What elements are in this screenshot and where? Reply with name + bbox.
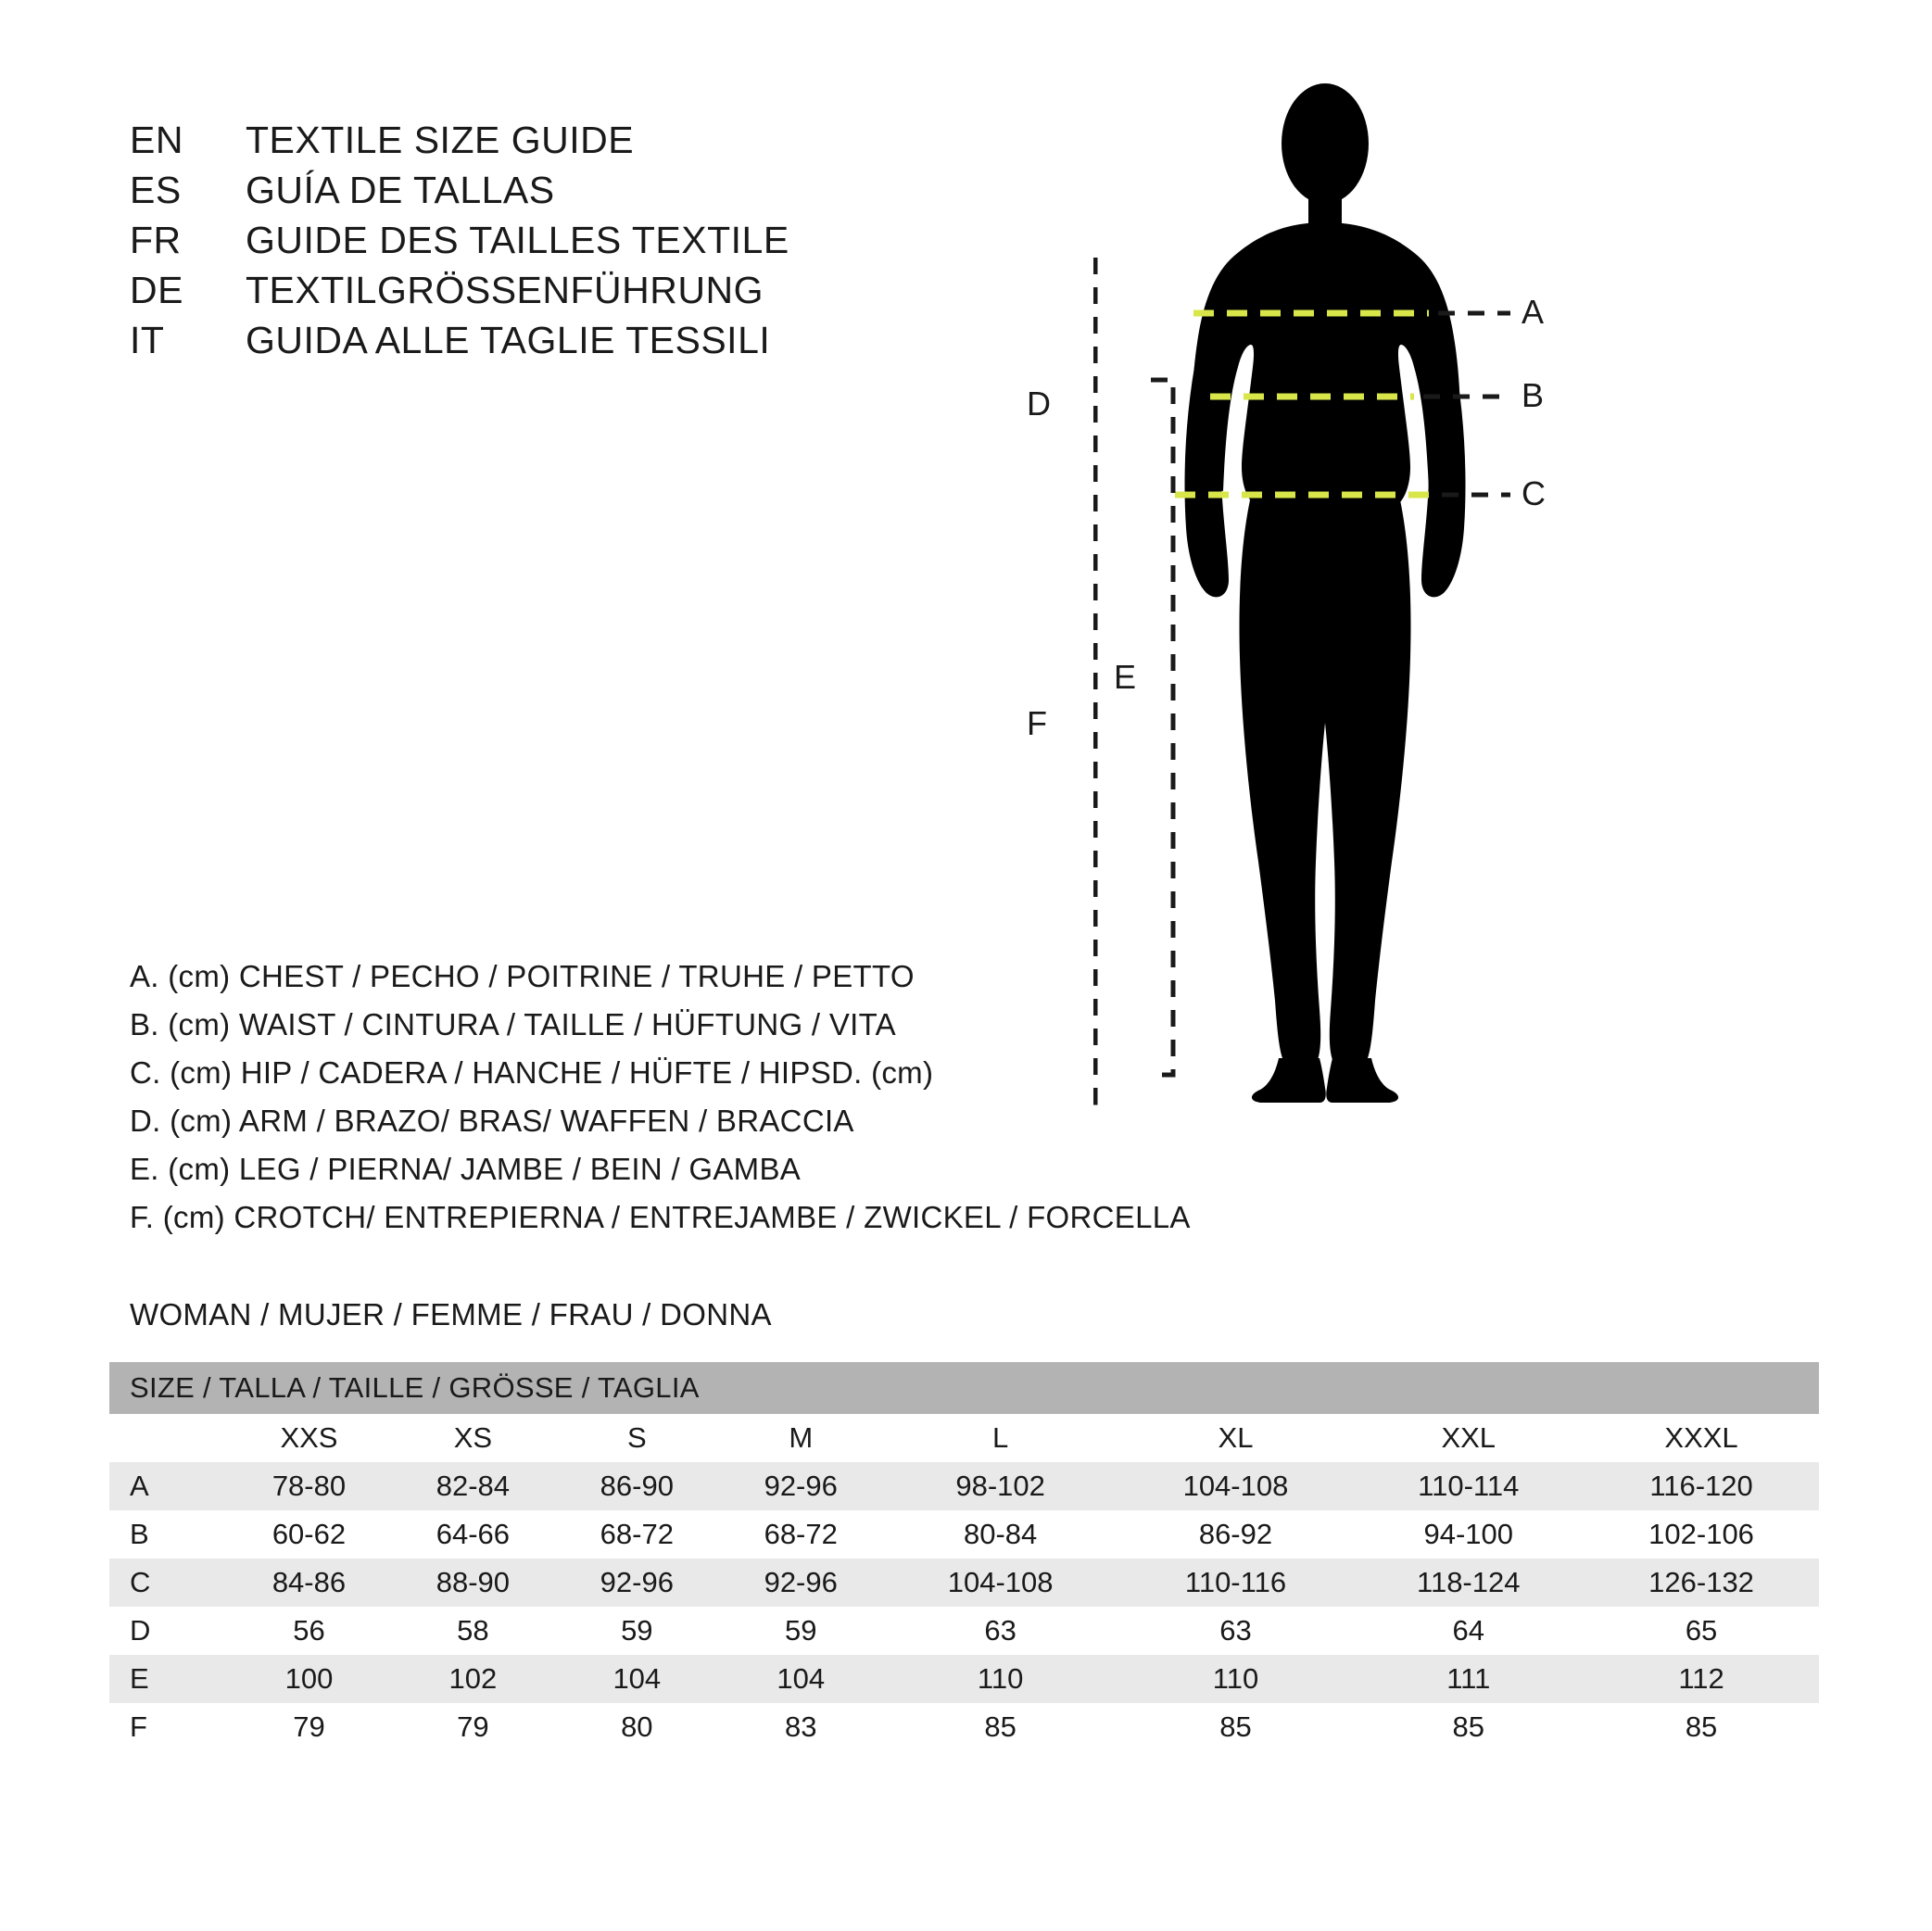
title-lang-code: FR <box>130 219 182 261</box>
table-row <box>109 1703 1819 1751</box>
cell: 80-84 <box>883 1510 1118 1559</box>
table-header-label: SIZE / TALLA / TAILLE / GRÖSSE / TAGLIA <box>109 1362 1819 1414</box>
table-row <box>109 1655 1819 1703</box>
title-row <box>130 269 789 319</box>
row-label: E <box>109 1655 227 1703</box>
legend-item-b: B. (cm) WAIST / CINTURA / TAILLE / HÜFTUNG / VITA <box>130 1007 896 1041</box>
table-row <box>109 1559 1819 1607</box>
cell: 98-102 <box>883 1462 1118 1510</box>
cell: 92-96 <box>719 1462 883 1510</box>
size-col-xl: XL <box>1118 1414 1354 1462</box>
cell: 112 <box>1584 1655 1819 1703</box>
legend-block <box>130 959 1191 1248</box>
cell: 60-62 <box>227 1510 391 1559</box>
cell: 110-114 <box>1353 1462 1584 1510</box>
cell: 102 <box>391 1655 555 1703</box>
cell: 104 <box>555 1655 719 1703</box>
size-col-l: L <box>883 1414 1118 1462</box>
cell: 79 <box>227 1703 391 1751</box>
row-label: F <box>109 1703 227 1751</box>
table-row <box>109 1510 1819 1559</box>
cell: 68-72 <box>719 1510 883 1559</box>
cell: 92-96 <box>719 1559 883 1607</box>
size-col-m: M <box>719 1414 883 1462</box>
size-row-spacer <box>109 1414 227 1462</box>
legend-item-e: E. (cm) LEG / PIERNA/ JAMBE / BEIN / GAMBA <box>130 1152 802 1186</box>
legend-item-c: C. (cm) HIP / CADERA / HANCHE / HÜFTE / HIPSD. (cm) <box>130 1055 934 1090</box>
cell: 64 <box>1353 1607 1584 1655</box>
cell: 65 <box>1584 1607 1819 1655</box>
table-row <box>109 1462 1819 1510</box>
marker-label-b: B <box>1522 376 1545 414</box>
title-row <box>130 219 789 269</box>
cell: 118-124 <box>1353 1559 1584 1607</box>
cell: 63 <box>883 1607 1118 1655</box>
cell: 86-92 <box>1118 1510 1354 1559</box>
gender-label: WOMAN / MUJER / FEMME / FRAU / DONNA <box>130 1297 772 1332</box>
female-silhouette-icon <box>1185 83 1466 1103</box>
title-row <box>130 319 789 369</box>
marker-label-e: E <box>1114 658 1137 696</box>
table-size-row <box>109 1414 1819 1462</box>
cell: 80 <box>555 1703 719 1751</box>
legend-item-a: A. (cm) CHEST / PECHO / POITRINE / TRUHE / PETTO <box>130 959 915 993</box>
cell: 83 <box>719 1703 883 1751</box>
cell: 86-90 <box>555 1462 719 1510</box>
cell: 85 <box>1584 1703 1819 1751</box>
cell: 126-132 <box>1584 1559 1819 1607</box>
title-text: GUIDE DES TAILLES TEXTILE <box>246 219 789 261</box>
title-row <box>130 169 789 219</box>
cell: 88-90 <box>391 1559 555 1607</box>
cell: 100 <box>227 1655 391 1703</box>
cell: 78-80 <box>227 1462 391 1510</box>
cell: 68-72 <box>555 1510 719 1559</box>
cell: 59 <box>555 1607 719 1655</box>
title-row <box>130 119 789 169</box>
size-col-xxs: XXS <box>227 1414 391 1462</box>
title-text: TEXTILGRÖSSENFÜHRUNG <box>246 269 764 311</box>
cell: 79 <box>391 1703 555 1751</box>
cell: 85 <box>1118 1703 1354 1751</box>
cell: 110 <box>883 1655 1118 1703</box>
legend-item-f: F. (cm) CROTCH/ ENTREPIERNA / ENTREJAMBE / ZWICKEL / FORCELLA <box>130 1200 1191 1234</box>
cell: 110 <box>1118 1655 1354 1703</box>
row-label: A <box>109 1462 227 1510</box>
title-lang-code: DE <box>130 269 183 311</box>
cell: 104-108 <box>883 1559 1118 1607</box>
cell: 94-100 <box>1353 1510 1584 1559</box>
title-text: TEXTILE SIZE GUIDE <box>246 119 635 161</box>
size-col-xs: XS <box>391 1414 555 1462</box>
marker-label-c: C <box>1522 474 1546 512</box>
cell: 104 <box>719 1655 883 1703</box>
cell: 110-116 <box>1118 1559 1354 1607</box>
legend-item-d: D. (cm) ARM / BRAZO/ BRAS/ WAFFEN / BRACCIA <box>130 1104 854 1138</box>
size-col-s: S <box>555 1414 719 1462</box>
marker-label-f: F <box>1027 704 1047 742</box>
cell: 58 <box>391 1607 555 1655</box>
arm-dimension-bracket <box>1093 250 1095 547</box>
title-text: GUIDA ALLE TAGLIE TESSILI <box>246 319 771 361</box>
cell: 82-84 <box>391 1462 555 1510</box>
cell: 104-108 <box>1118 1462 1354 1510</box>
title-lang-code: ES <box>130 169 182 211</box>
cell: 116-120 <box>1584 1462 1819 1510</box>
cell: 84-86 <box>227 1559 391 1607</box>
row-label: D <box>109 1607 227 1655</box>
cell: 92-96 <box>555 1559 719 1607</box>
cell: 85 <box>883 1703 1118 1751</box>
row-label: C <box>109 1559 227 1607</box>
title-text: GUÍA DE TALLAS <box>246 169 555 211</box>
cell: 64-66 <box>391 1510 555 1559</box>
cell: 59 <box>719 1607 883 1655</box>
measurement-diagram <box>1027 74 1853 1167</box>
size-col-xxl: XXL <box>1353 1414 1584 1462</box>
cell: 85 <box>1353 1703 1584 1751</box>
table-row <box>109 1607 1819 1655</box>
cell: 102-106 <box>1584 1510 1819 1559</box>
cell: 63 <box>1118 1607 1354 1655</box>
size-table <box>109 1362 1819 1751</box>
cell: 56 <box>227 1607 391 1655</box>
title-block <box>130 119 789 369</box>
row-label: B <box>109 1510 227 1559</box>
cell: 111 <box>1353 1655 1584 1703</box>
marker-label-d: D <box>1027 385 1051 423</box>
marker-label-a: A <box>1522 293 1545 331</box>
title-lang-code: IT <box>130 319 165 361</box>
size-col-xxxl: XXXL <box>1584 1414 1819 1462</box>
table-header-row <box>109 1362 1819 1414</box>
title-lang-code: EN <box>130 119 183 161</box>
